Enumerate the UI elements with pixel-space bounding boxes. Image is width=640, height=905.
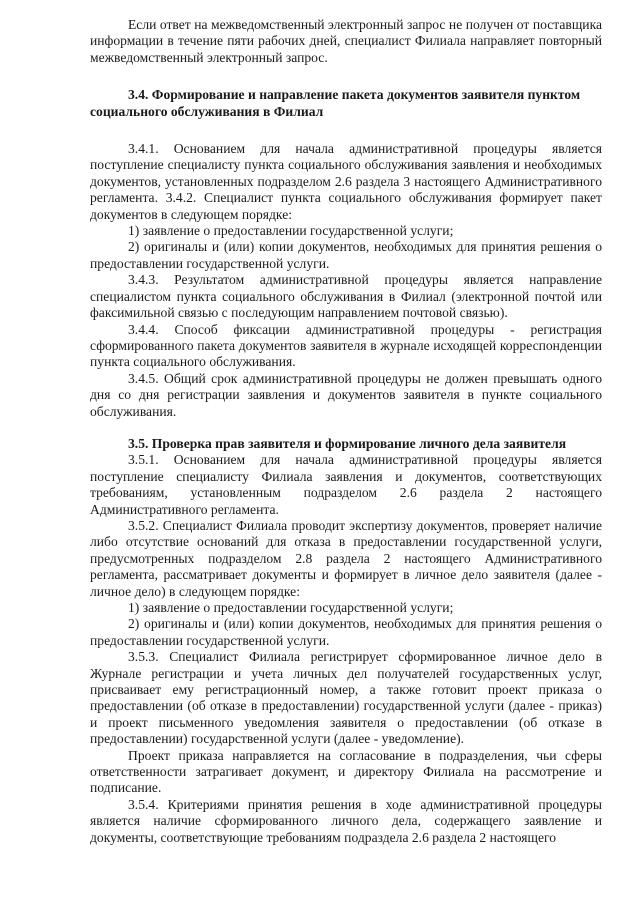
section-heading-3-5: 3.5. Проверка прав заявителя и формирование личного дела заявителя (128, 435, 567, 451)
paragraph-order-approval: Проект приказа направляется на согласование в подразделения, чьи сферы ответственности затрагивает документ, и директору Филиала на рассмотрение и подписание. (90, 747, 602, 796)
list-item-3-5-2: 2) оригиналы и (или) копии документов, необходимых для принятия решения о предоставлении государственной услуги. (90, 616, 602, 648)
paragraph-3-5-1: 3.5.1. Основанием для начала административной процедуры является поступление специалисту Филиала заявления и документов, соответствующих требованиям, установленным подразделом 2.6 раздела 2 настоящего Административного регламента. (90, 452, 602, 517)
paragraph-repeat-request: Если ответ на межведомственный электронный запрос не получен от поставщика информации в течение пяти рабочих дней, специалист Филиала направляет повторный межведомственный электронный запрос. (90, 17, 602, 65)
list-item-3-4-1: 1) заявление о предоставлении государственной услуги; (128, 223, 454, 239)
list-item-3-5-1: 1) заявление о предоставлении государственной услуги; (128, 600, 454, 615)
paragraph-3-4-1: 3.4.1. Основанием для начала административной процедуры является поступление специалисту пункта социального обслуживания заявления и необходимых документов, установленных подразделом 2.6 раздела 3 настоящего Административного регламента. 3.4.2. Специалист пункта социального обслуживания формирует пакет документов в следующем порядке: (90, 141, 602, 222)
paragraph-3-5-3: 3.5.3. Специалист Филиала регистрирует сформированное личное дело в Журнале регистрации и учета личных дел получателей государственных услуг, присваивает ему регистрационный номер, а также готовит проект приказа о предоставлении (об отказе в предоставлении) государственной услуги (далее - приказ) и проект письменного уведомления заявителя о предоставлении (об отказе в предоставлении) государственной услуги (далее - уведомление). (90, 649, 602, 747)
paragraph-3-4-4: 3.4.4. Способ фиксации административной процедуры - регистрация сформированного пакета документов заявителя в журнале исходящей корреспонденции пункта социального обслуживания. (90, 321, 602, 370)
spacer (90, 120, 602, 141)
list-item-3-4-2: 2) оригиналы и (или) копии документов, необходимых для принятия решения о предоставлении государственной услуги. (90, 239, 602, 271)
paragraph-3-5-4: 3.5.4. Критериями принятия решения в ходе административной процедуры является наличие сформированного личного дела, содержащего заявление и документы, соответствующие требованиям подраздела 2.6 раздела 2 настоящего (90, 796, 602, 845)
spacer (90, 66, 602, 87)
paragraph-3-5-2: 3.5.2. Специалист Филиала проводит экспертизу документов, проверяет наличие либо отсутствие оснований для отказа в предоставлении государственной услуги, предусмотренных подразделом 2.8 раздела 2 настоящего Административного регламента, рассматривает документы и формирует в личное дело заявителя (далее - личное дело) в следующем порядке: (90, 517, 602, 599)
paragraph-3-4-5: 3.4.5. Общий срок административной процедуры не должен превышать одного дня со дня регистрации заявления и документов заявителя в пункте социального обслуживания. (90, 370, 602, 419)
document-page (90, 17, 602, 846)
section-heading-3-4: 3.4. Формирование и направление пакета документов заявителя пунктом социального обслуживания в Филиал (90, 87, 581, 119)
paragraph-3-4-3: 3.4.3. Результатом административной процедуры является направление специалистом пункта социального обслуживания в Филиал (электронной почтой или факсимильной связью с последующим направлением почтовой связью). (90, 272, 602, 321)
spacer (90, 420, 602, 436)
